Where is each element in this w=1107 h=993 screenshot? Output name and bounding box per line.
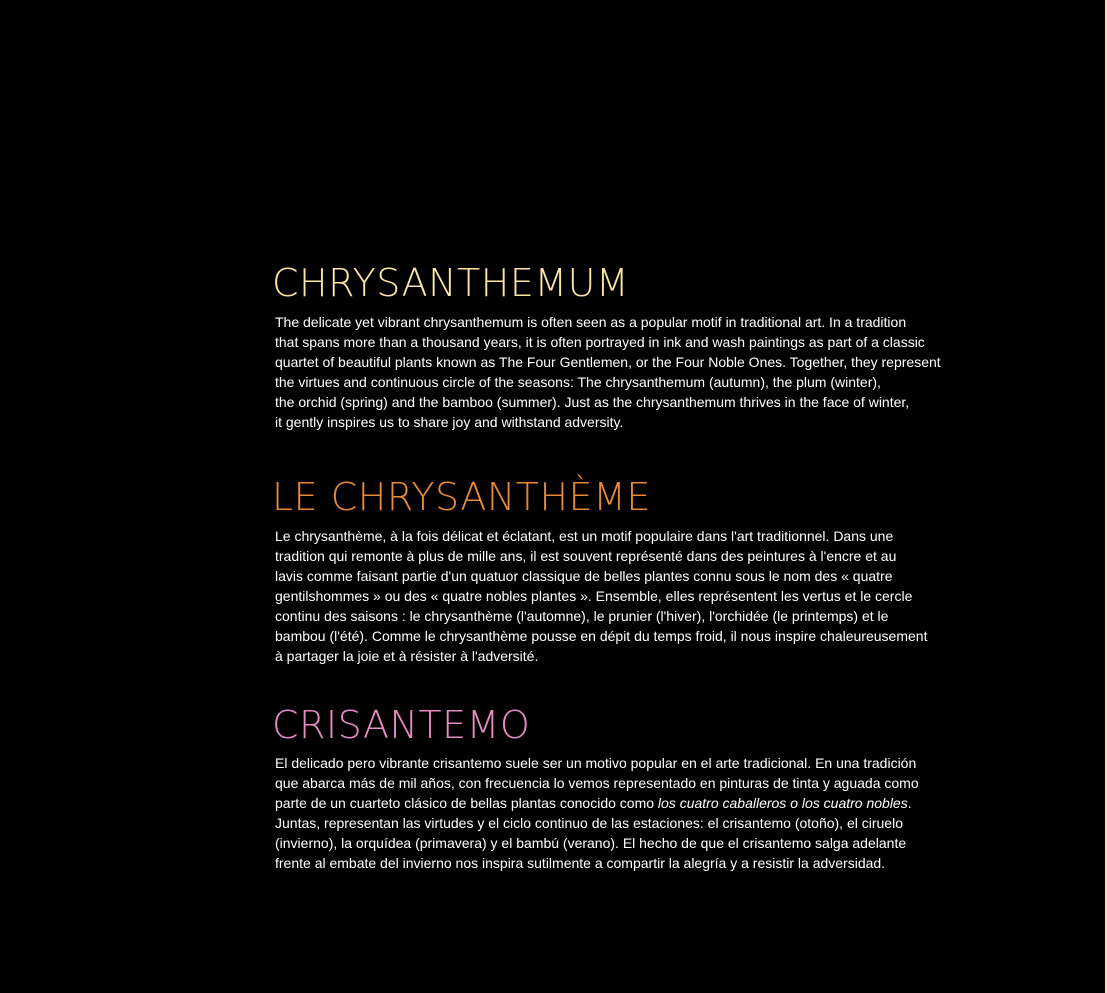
title-french: LE CHRYSANTHÈME bbox=[272, 475, 651, 519]
paragraph-line: que abarca más de mil años, con frecuencia lo vemos representado en pinturas de tinta y aguada como bbox=[275, 775, 919, 791]
paragraph-line: continu des saisons : le chrysanthème (l'automne), le prunier (l'hiver), l'orchidée (le printemps) et le bbox=[275, 608, 889, 624]
paragraph-line: (invierno), la orquídea (primavera) y el bambú (verano). El hecho de que el crisantemo salga adelante bbox=[275, 835, 907, 851]
paragraph-line: The delicate yet vibrant chrysanthemum is often seen as a popular motif in traditional art. In a tradition bbox=[275, 314, 907, 330]
paragraph-spanish bbox=[275, 753, 1032, 873]
section-french bbox=[272, 477, 1032, 666]
section-spanish bbox=[272, 705, 1032, 873]
paragraph-line: à partager la joie et à résister à l'adversité. bbox=[275, 648, 539, 664]
paragraph-line: frente al embate del invierno nos inspira sutilmente a compartir la alegría y a resistir la adversidad. bbox=[275, 855, 886, 871]
section-english bbox=[272, 263, 1032, 432]
line-prefix: parte de un cuarteto clásico de bellas plantas conocido como bbox=[275, 795, 658, 811]
paragraph-line: gentilshommes » ou des « quatre nobles plantes ». Ensemble, elles représentent les vertus et le cercle bbox=[275, 588, 913, 604]
paragraph-line: Le chrysanthème, à la fois délicat et éclatant, est un motif populaire dans l'art traditionnel. Dans une bbox=[275, 528, 894, 544]
paragraph-english bbox=[275, 312, 1032, 432]
paragraph-french bbox=[275, 526, 1032, 666]
paragraph-line: the orchid (spring) and the bamboo (summer). Just as the chrysanthemum thrives in the face of winter, bbox=[275, 394, 910, 410]
title-english: CHRYSANTHEMUM bbox=[272, 261, 630, 305]
paragraph-line: quartet of beautiful plants known as The Four Gentlemen, or the Four Noble Ones. Together, they represent bbox=[275, 354, 941, 370]
paragraph-line: lavis comme faisant partie d'un quatuor classique de belles plantes connu sous le nom des « quatre bbox=[275, 568, 893, 584]
paragraph-line: Juntas, representan las virtudes y el ciclo continuo de las estaciones: el crisantemo (otoño), el ciruelo bbox=[275, 815, 903, 831]
paragraph-line: El delicado pero vibrante crisantemo suele ser un motivo popular en el arte tradicional. En una tradición bbox=[275, 755, 917, 771]
paragraph-line: tradition qui remonte à plus de mille ans, il est souvent représenté dans des peintures à l'encre et au bbox=[275, 548, 897, 564]
title-spanish: CRISANTEMO bbox=[272, 703, 531, 747]
paragraph-line: bambou (l'été). Comme le chrysanthème pousse en dépit du temps froid, il nous inspire chaleureusement bbox=[275, 628, 928, 644]
line-suffix: . bbox=[907, 795, 912, 811]
italic-phrase: los cuatro caballeros o los cuatro nobles bbox=[657, 795, 908, 811]
paragraph-line: the virtues and continuous circle of the seasons: The chrysanthemum (autumn), the plum (winter), bbox=[275, 374, 881, 390]
paragraph-line: that spans more than a thousand years, it is often portrayed in ink and wash paintings as part of a classic bbox=[275, 334, 925, 350]
paragraph-line bbox=[275, 793, 1032, 813]
paragraph-line: it gently inspires us to share joy and withstand adversity. bbox=[275, 414, 624, 430]
